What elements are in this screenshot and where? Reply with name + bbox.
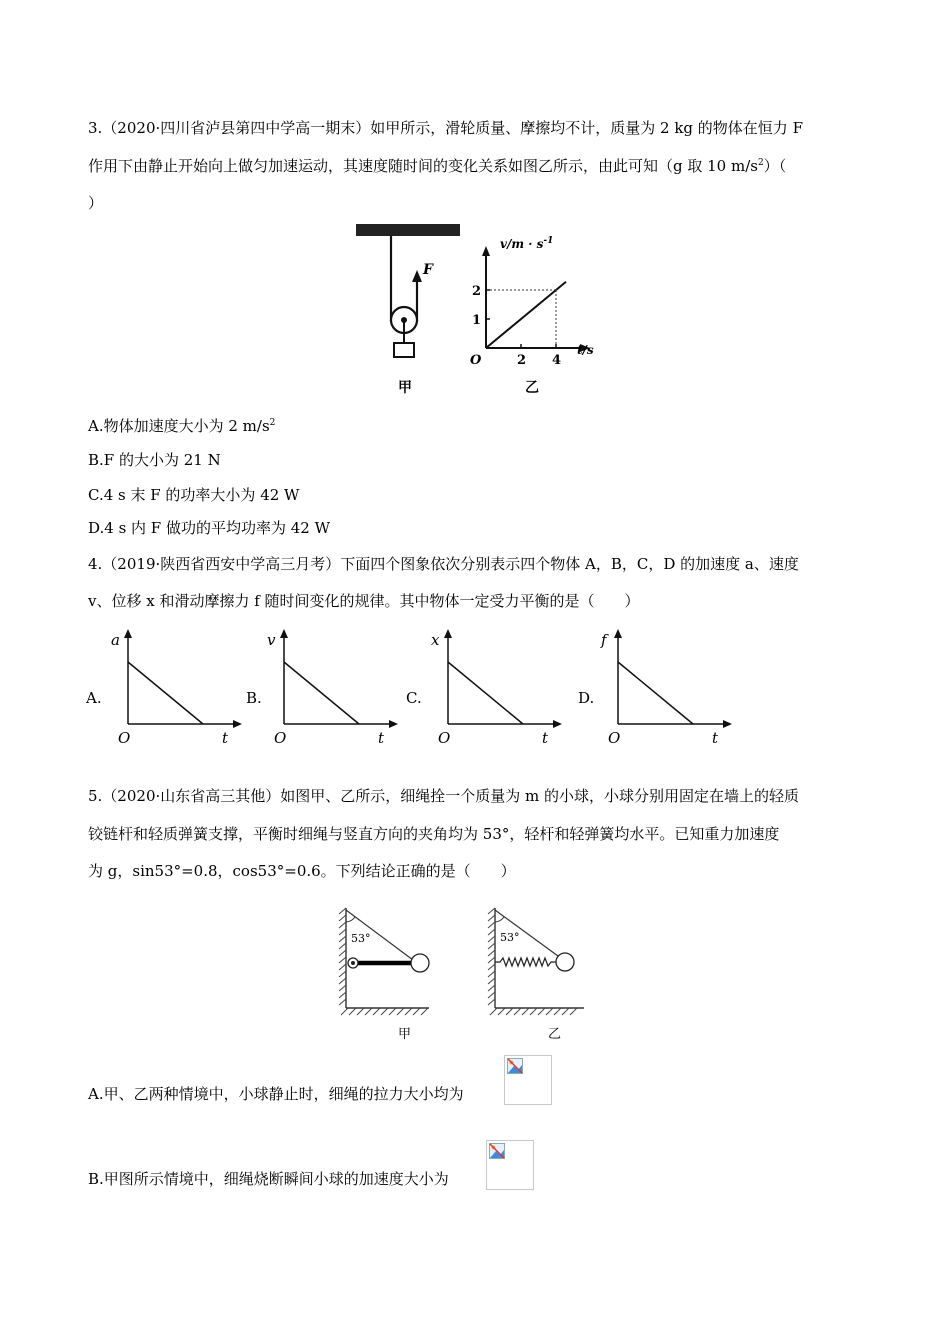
- origin-label: O: [470, 353, 482, 368]
- velocity-line: [486, 282, 566, 348]
- q5-line-3: 为 g，sin53°=0.8，cos53°=0.6。下列结论正确的是（ ）: [88, 862, 516, 880]
- fig-label-jia: 甲: [398, 380, 412, 396]
- q3-option-c: C.4 s 末 F 的功率大小为 42 W: [88, 486, 300, 504]
- q3-line-2: [88, 156, 786, 176]
- q4-graph-d-ylabel: f: [601, 631, 607, 649]
- broken-image-icon: [489, 1143, 505, 1159]
- q5-line-1: 5.（2020·山东省高三其他）如图甲、乙所示，细绳拴一个质量为 m 的小球，小球分别用固定在墙上的轻质: [88, 787, 800, 805]
- q4-graph-a-plot: [108, 625, 246, 750]
- q5-option-a-image-placeholder: [504, 1055, 552, 1105]
- q5-figure-jia: [335, 904, 435, 1044]
- q4-graph-c: [406, 625, 566, 750]
- q4-graph-b-line: [284, 662, 359, 724]
- q4-line-2: v、位移 x 和滑动摩擦力 f 随时间变化的规律。其中物体一定受力平衡的是（ ）: [88, 592, 640, 610]
- q3-line-2-sup: 2: [757, 158, 764, 168]
- y-axis-arrow: [482, 246, 490, 256]
- ball: [556, 953, 574, 971]
- q4-option-c-label: C.: [406, 689, 422, 707]
- q4-graph-d: [578, 625, 738, 750]
- force-label: F: [423, 262, 433, 278]
- q5-option-b: B.甲图所示情境中，细绳烧断瞬间小球的加速度大小为: [88, 1170, 449, 1188]
- q4-graph-c-origin: O: [438, 729, 451, 747]
- q4-graph-a-origin: O: [118, 729, 131, 747]
- q4-graph-a-ylabel: a: [111, 631, 120, 649]
- angle-label: 53°: [351, 932, 371, 945]
- q3-option-a: [88, 416, 275, 436]
- q4-graph-d-origin: O: [608, 729, 621, 747]
- fig-label-jia: 甲: [398, 1027, 412, 1042]
- spring: [495, 958, 556, 966]
- q4-graph-c-line: [448, 662, 523, 724]
- q3-option-b: B.F 的大小为 21 N: [88, 451, 221, 469]
- q5-option-b-image-placeholder: [486, 1140, 534, 1190]
- y-axis-label: $v/m \cdot s^{-1}$: [500, 236, 554, 251]
- q3-line-1: 3.（2020·四川省泸县第四中学高一期末）如甲所示，滑轮质量、摩擦均不计，质量为 2 kg 的物体在恒力 F: [88, 119, 803, 137]
- block: [394, 343, 414, 357]
- q4-option-a-label: A.: [86, 689, 102, 707]
- q4-graph-b-plot: [264, 625, 402, 750]
- q4-graph-b-xlabel: t: [378, 729, 385, 747]
- angle-arc: [346, 917, 355, 922]
- q4-graph-a-xlabel: t: [222, 729, 229, 747]
- q4-graph-d-plot: [598, 625, 736, 750]
- q4-graph-a: [86, 625, 246, 750]
- ceiling-beam: [356, 224, 460, 236]
- q5-line-2: 铰链杆和轻质弹簧支撑，平衡时细绳与竖直方向的夹角均为 53°，轻杆和轻弹簧均水平。已知重力加速度: [88, 825, 780, 843]
- q3-option-a-sup: 2: [269, 418, 276, 428]
- q4-graph-b-ylabel: v: [267, 631, 276, 649]
- y-tick-label: 1: [472, 313, 482, 328]
- q3-line-2-text: 作用下由静止开始向上做匀加速运动，其速度随时间的变化关系如图乙所示，由此可知（g 取 10 m/s: [88, 157, 758, 175]
- q3-line-3: ）: [88, 194, 104, 212]
- q4-graph-a-line: [128, 662, 203, 724]
- q4-graph-d-line: [618, 662, 693, 724]
- q3-line-2-tail: ）（: [763, 157, 787, 175]
- q4-graph-b-origin: O: [274, 729, 287, 747]
- ball: [411, 954, 429, 972]
- q4-graph-b: [246, 625, 406, 750]
- q4-graph-d-xlabel: t: [712, 729, 719, 747]
- fig-label-yi: 乙: [548, 1027, 562, 1042]
- q3-option-d: D.4 s 内 F 做功的平均功率为 42 W: [88, 519, 331, 537]
- q5-option-a: A.甲、乙两种情境中，小球静止时，细绳的拉力大小均为: [88, 1085, 464, 1103]
- fig-label-yi: 乙: [525, 380, 539, 396]
- q5-figure-yi: [484, 904, 594, 1044]
- broken-image-icon: [507, 1058, 523, 1074]
- force-arrow-head: [412, 270, 422, 282]
- q4-line-1: 4.（2019·陕西省西安中学高三月考）下面四个图象依次分别表示四个物体 A，B，C，D 的加速度 a、速度: [88, 555, 799, 573]
- x-tick-label: 2: [517, 353, 527, 368]
- x-tick-label: 4: [552, 353, 562, 368]
- q4-option-d-label: D.: [578, 689, 595, 707]
- y-tick-label: 2: [472, 284, 482, 299]
- vt-chart: [462, 230, 607, 400]
- q4-option-b-label: B.: [246, 689, 262, 707]
- angle-arc: [495, 917, 504, 922]
- q4-graph-c-ylabel: x: [431, 631, 440, 649]
- q3-option-a-text: A.物体加速度大小为 2 m/s: [88, 417, 270, 435]
- q4-graph-c-plot: [428, 625, 566, 750]
- pulley-figure: [350, 222, 460, 402]
- x-axis-label: t/s: [577, 343, 594, 357]
- q4-graph-c-xlabel: t: [542, 729, 549, 747]
- angle-label: 53°: [500, 931, 520, 944]
